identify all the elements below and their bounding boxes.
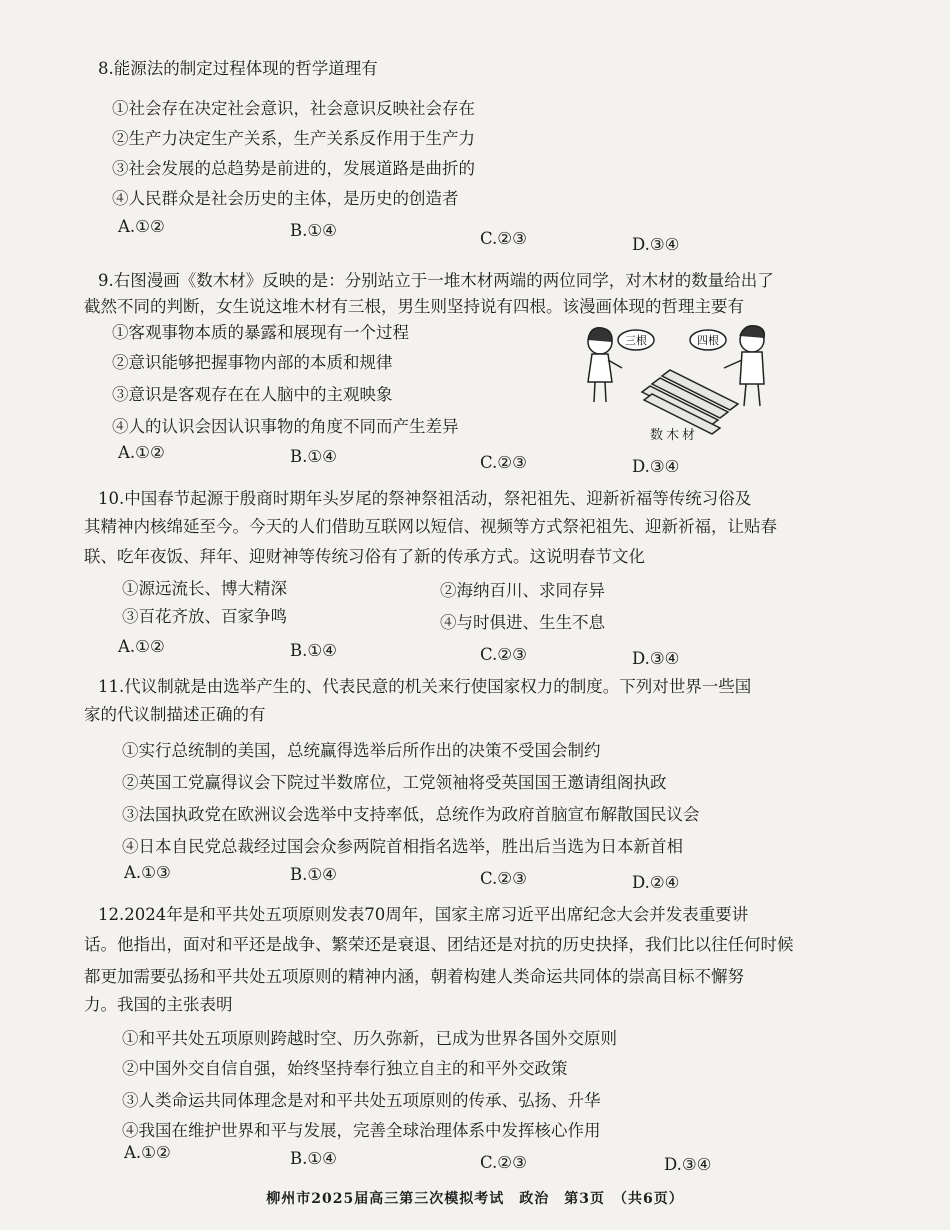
q9-option-1: ①客观事物本质的暴露和展现有一个过程 — [112, 323, 409, 342]
q12-choice-b: B.①④ — [290, 1149, 337, 1168]
girl-bubble-text: 三根 — [625, 334, 647, 347]
cartoon-caption: 数木材 — [650, 428, 699, 443]
q12-stem-line1: 12.2024年是和平共处五项原则发表70周年，国家主席习近平出席纪念大会并发表重要讲 — [98, 905, 749, 924]
q10-option-4: ④与时俱进、生生不息 — [440, 613, 605, 632]
q10-option-3: ③百花齐放、百家争鸣 — [122, 607, 287, 626]
q10-choice-b: B.①④ — [290, 641, 337, 660]
q9-choice-c: C.②③ — [480, 453, 527, 472]
q8-option-3: ③社会发展的总趋势是前进的，发展道路是曲折的 — [112, 159, 475, 178]
q9-choice-a: A.①② — [118, 443, 165, 462]
boy-figure — [724, 326, 764, 406]
q11-choice-c: C.②③ — [480, 869, 527, 888]
q8-choice-c: C.②③ — [480, 229, 527, 248]
q8-choice-d: D.③④ — [632, 235, 680, 254]
q11-stem-line1: 11.代议制就是由选举产生的、代表民意的机关来行使国家权力的制度。下列对世界一些国 — [98, 677, 752, 696]
q8-option-1: ①社会存在决定社会意识，社会意识反映社会存在 — [112, 99, 475, 118]
girl-speech-bubble — [618, 330, 654, 350]
q8-choice-a: A.①② — [118, 217, 165, 236]
q11-stem-line2: 家的代议制描述正确的有 — [84, 705, 266, 724]
q10-option-2: ②海纳百川、求同存异 — [440, 581, 605, 600]
q12-choice-c: C.②③ — [480, 1153, 527, 1172]
q9-option-2: ②意识能够把握事物内部的本质和规律 — [112, 353, 393, 372]
q11-option-4: ④日本自民党总裁经过国会众参两院首相指名选举，胜出后当选为日本新首相 — [122, 837, 683, 856]
boy-speech-bubble — [690, 330, 726, 350]
q9-choice-d: D.③④ — [632, 457, 680, 476]
q10-stem-line1: 10.中国春节起源于殷商时期年头岁尾的祭神祭祖活动，祭祀祖先、迎新祈福等传统习俗及 — [98, 489, 752, 508]
q12-choice-d: D.③④ — [664, 1155, 712, 1174]
q8-choice-b: B.①④ — [290, 221, 337, 240]
q9-stem-line2: 截然不同的判断，女生说这堆木材有三根，男生则坚持说有四根。该漫画体现的哲理主要有 — [84, 297, 744, 316]
q9-option-3: ③意识是客观存在在人脑中的主观映象 — [112, 385, 393, 404]
q10-choice-c: C.②③ — [480, 645, 527, 664]
q12-choice-a: A.①② — [124, 1143, 171, 1162]
q12-option-3: ③人类命运共同体理念是对和平共处五项原则的传承、弘扬、升华 — [122, 1091, 601, 1110]
q10-choice-d: D.③④ — [632, 649, 680, 668]
q11-option-3: ③法国执政党在欧洲议会选举中支持率低，总统作为政府首脑宣布解散国民议会 — [122, 805, 700, 824]
q12-option-2: ②中国外交自信自强，始终坚持奉行独立自主的和平外交政策 — [122, 1059, 568, 1078]
q10-stem-line3: 联、吃年夜饭、拜年、迎财神等传统习俗有了新的传承方式。这说明春节文化 — [84, 547, 645, 566]
q12-stem-line2: 话。他指出，面对和平还是战争、繁荣还是衰退、团结还是对抗的历史抉择，我们比以往任何时候 — [84, 935, 794, 954]
q10-option-1: ①源远流长、博大精深 — [122, 579, 287, 598]
q12-option-1: ①和平共处五项原则跨越时空、历久弥新，已成为世界各国外交原则 — [122, 1029, 617, 1048]
q10-stem-line2: 其精神内核绵延至今。今天的人们借助互联网以短信、视频等方式祭祀祖先、迎新祈福，让贴春 — [84, 517, 777, 536]
q8-stem: 8.能源法的制定过程体现的哲学道理有 — [98, 59, 378, 78]
q12-stem-line4: 力。我国的主张表明 — [84, 995, 233, 1014]
q11-option-1: ①实行总统制的美国，总统赢得选举后所作出的决策不受国会制约 — [122, 741, 601, 760]
girl-figure — [588, 328, 622, 402]
q8-option-2: ②生产力决定生产关系，生产关系反作用于生产力 — [112, 129, 475, 148]
q11-choice-a: A.①③ — [124, 863, 171, 882]
q10-choice-a: A.①② — [118, 637, 165, 656]
q11-choice-d: D.②④ — [632, 873, 680, 892]
q11-option-2: ②英国工党赢得议会下院过半数席位，工党领袖将受英国国王邀请组阁执政 — [122, 773, 667, 792]
q11-choice-b: B.①④ — [290, 865, 337, 884]
q8-option-4: ④人民群众是社会历史的主体，是历史的创造者 — [112, 189, 459, 208]
q12-option-4: ④我国在维护世界和平与发展，完善全球治理体系中发挥核心作用 — [122, 1121, 601, 1140]
page-footer: 柳州市2025届高三第三次模拟考试 政治 第3页 （共6页） — [266, 1191, 684, 1207]
q9-stem-line1: 9.右图漫画《数木材》反映的是：分别站立于一堆木材两端的两位同学，对木材的数量给出了 — [98, 271, 774, 290]
boy-bubble-text: 四根 — [697, 334, 719, 347]
q9-choice-b: B.①④ — [290, 447, 337, 466]
q9-option-4: ④人的认识会因认识事物的角度不同而产生差异 — [112, 417, 459, 436]
q12-stem-line3: 都更加需要弘扬和平共处五项原则的精神内涵，朝着构建人类命运共同体的崇高目标不懈努 — [84, 967, 744, 986]
